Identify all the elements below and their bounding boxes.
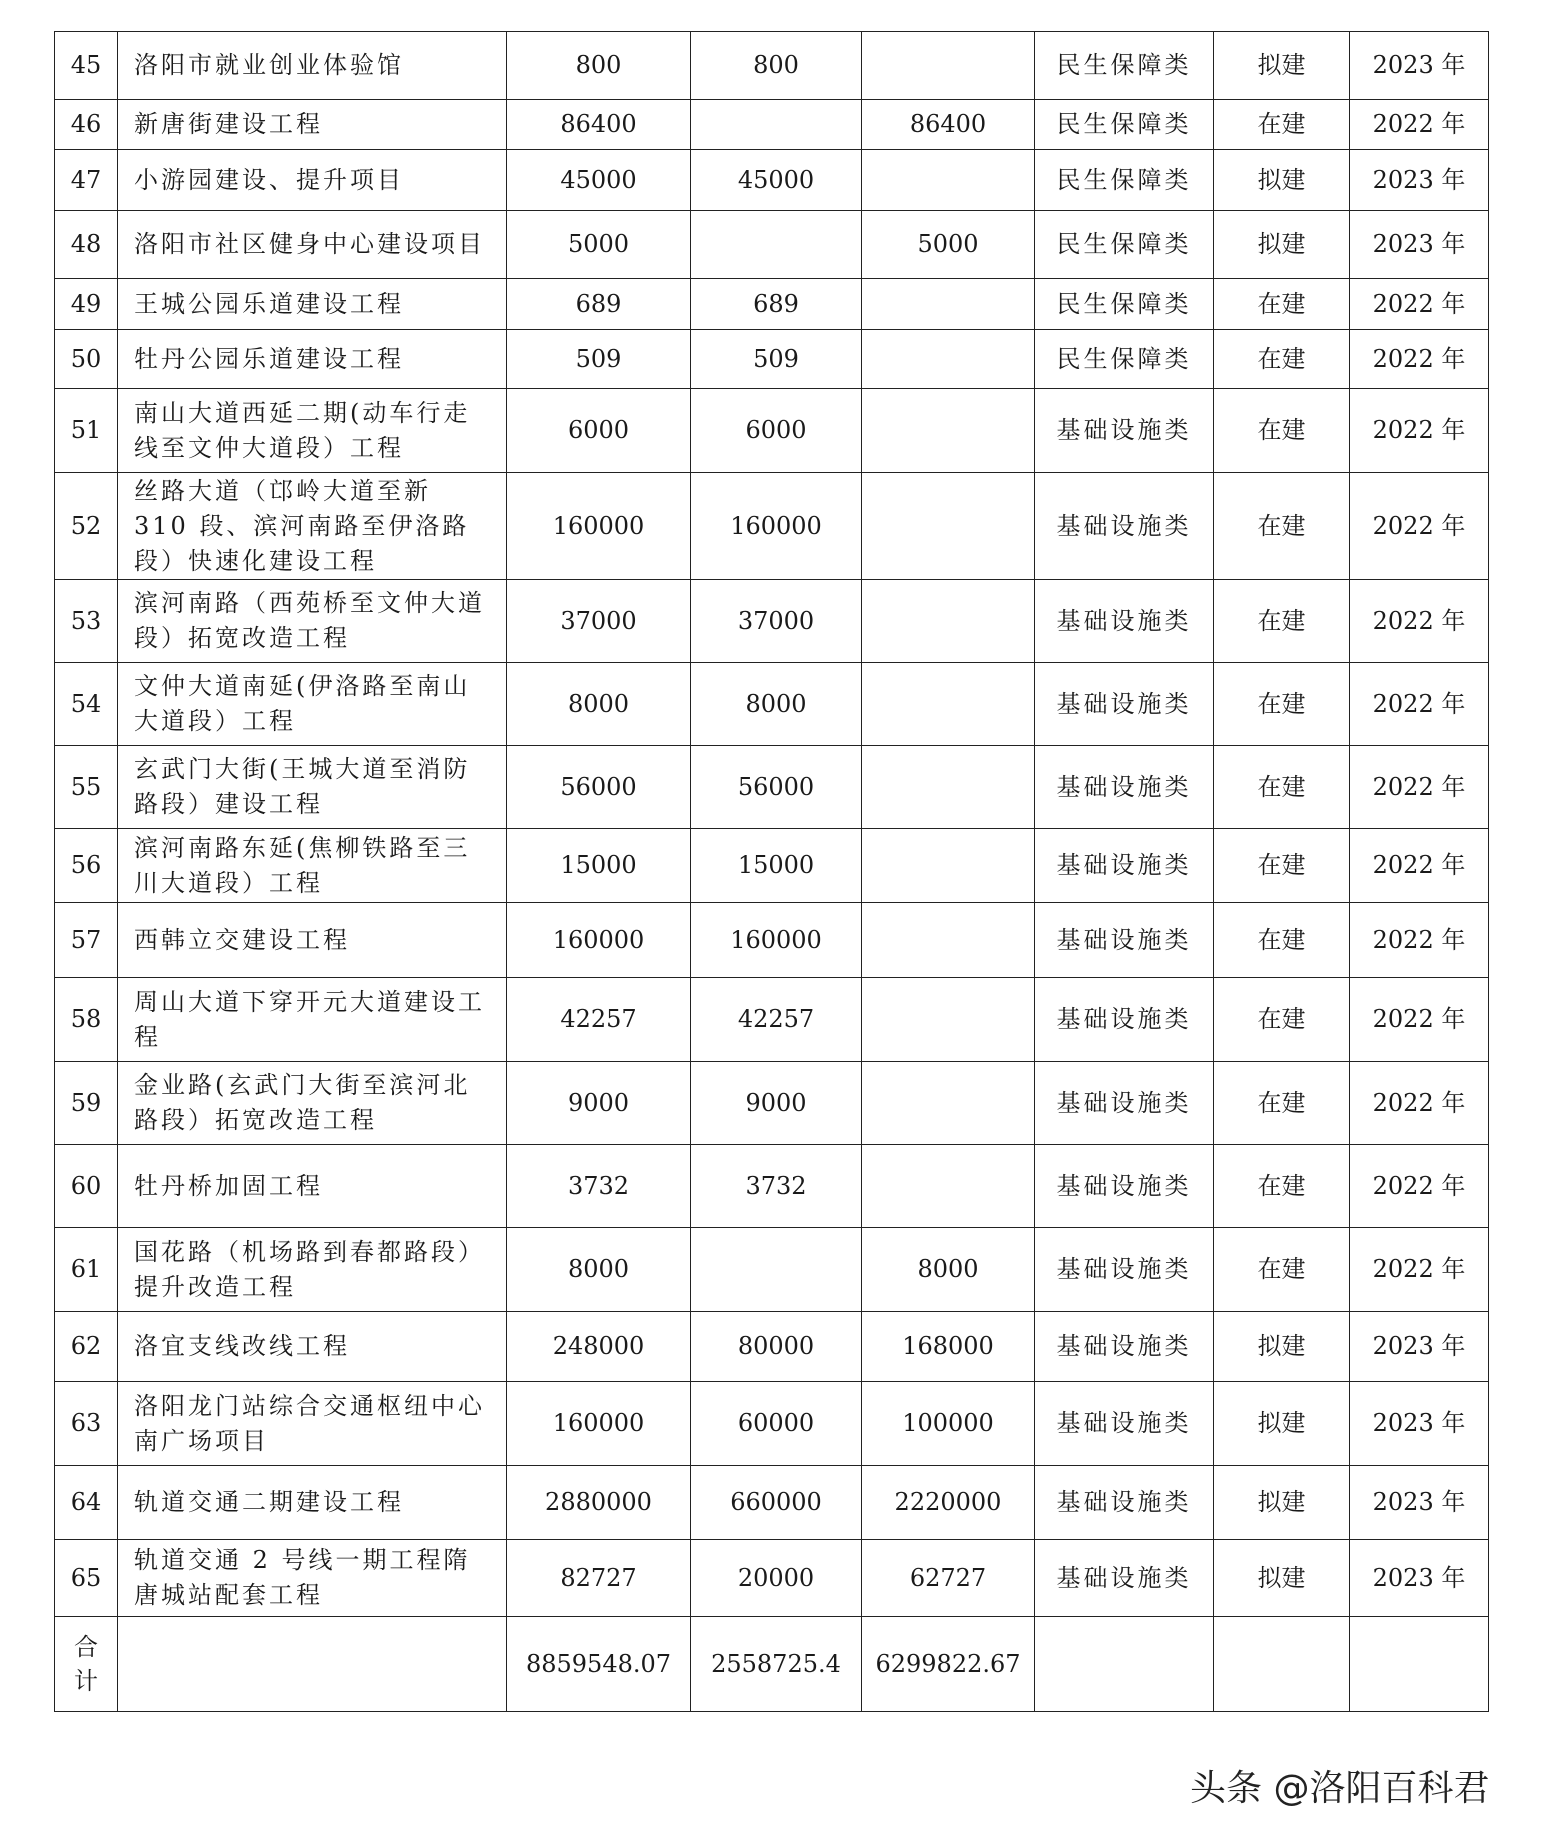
investment-a-cell — [691, 1228, 862, 1312]
row-number-cell: 50 — [55, 330, 118, 389]
watermark: 头条 @洛阳百科君 — [1190, 1768, 1490, 1809]
project-name-cell: 丝路大道（邙岭大道至新 310 段、滨河南路至伊洛路段）快速化建设工程 — [118, 473, 507, 580]
investment-a-cell: 509 — [691, 330, 862, 389]
category-cell: 基础设施类 — [1035, 473, 1214, 580]
status-cell: 在建 — [1214, 330, 1350, 389]
investment-a-cell: 660000 — [691, 1466, 862, 1540]
year-cell: 2022 年 — [1350, 1145, 1489, 1228]
investment-b-cell — [862, 746, 1035, 829]
category-cell: 民生保障类 — [1035, 100, 1214, 150]
status-cell: 拟建 — [1214, 211, 1350, 279]
investment-a-cell: 8000 — [691, 663, 862, 746]
status-cell: 在建 — [1214, 978, 1350, 1062]
year-cell: 2023 年 — [1350, 150, 1489, 211]
project-name-cell: 金业路(玄武门大街至滨河北路段）拓宽改造工程 — [118, 1062, 507, 1145]
investment-b-cell — [862, 473, 1035, 580]
investment-b-cell — [862, 1062, 1035, 1145]
category-cell: 基础设施类 — [1035, 1145, 1214, 1228]
total-investment-cell: 3732 — [507, 1145, 691, 1228]
total-investment-cell: 86400 — [507, 100, 691, 150]
project-name-cell: 王城公园乐道建设工程 — [118, 279, 507, 330]
project-table — [54, 31, 1489, 1712]
category-cell: 基础设施类 — [1035, 1228, 1214, 1312]
category-cell: 基础设施类 — [1035, 1466, 1214, 1540]
table-row — [55, 150, 1489, 211]
year-cell: 2022 年 — [1350, 100, 1489, 150]
status-cell: 在建 — [1214, 473, 1350, 580]
table-row — [55, 211, 1489, 279]
year-cell: 2022 年 — [1350, 978, 1489, 1062]
investment-a-cell: 60000 — [691, 1382, 862, 1466]
year-cell: 2023 年 — [1350, 1540, 1489, 1617]
investment-a-cell: 3732 — [691, 1145, 862, 1228]
row-number-cell: 64 — [55, 1466, 118, 1540]
table-row — [55, 1540, 1489, 1617]
table-row — [55, 100, 1489, 150]
status-cell: 拟建 — [1214, 150, 1350, 211]
project-name-cell: 西韩立交建设工程 — [118, 903, 507, 978]
category-cell: 基础设施类 — [1035, 663, 1214, 746]
investment-b-cell: 168000 — [862, 1312, 1035, 1382]
project-name-cell: 新唐街建设工程 — [118, 100, 507, 150]
row-number-cell: 49 — [55, 279, 118, 330]
table-row — [55, 1382, 1489, 1466]
row-number-cell: 62 — [55, 1312, 118, 1382]
project-name-cell: 轨道交通二期建设工程 — [118, 1466, 507, 1540]
total-investment-cell: 689 — [507, 279, 691, 330]
totals-empty-cell — [1214, 1617, 1350, 1712]
status-cell: 在建 — [1214, 663, 1350, 746]
total-investment-cell: 56000 — [507, 746, 691, 829]
investment-a-cell: 160000 — [691, 903, 862, 978]
category-cell: 基础设施类 — [1035, 829, 1214, 903]
investment-b-cell — [862, 150, 1035, 211]
year-cell: 2022 年 — [1350, 389, 1489, 473]
totals-empty-cell — [1350, 1617, 1489, 1712]
total-investment-cell: 160000 — [507, 1382, 691, 1466]
category-cell: 基础设施类 — [1035, 1382, 1214, 1466]
row-number-cell: 53 — [55, 580, 118, 663]
investment-b-cell — [862, 279, 1035, 330]
row-number-cell: 52 — [55, 473, 118, 580]
total-investment-cell: 37000 — [507, 580, 691, 663]
table-row — [55, 580, 1489, 663]
totals-total-cell: 8859548.07 — [507, 1617, 691, 1712]
investment-b-cell: 5000 — [862, 211, 1035, 279]
investment-a-cell: 42257 — [691, 978, 862, 1062]
investment-b-cell — [862, 1145, 1035, 1228]
table-row — [55, 1466, 1489, 1540]
year-cell: 2022 年 — [1350, 279, 1489, 330]
table-row — [55, 1228, 1489, 1312]
status-cell: 在建 — [1214, 279, 1350, 330]
total-investment-cell: 42257 — [507, 978, 691, 1062]
status-cell: 在建 — [1214, 903, 1350, 978]
year-cell: 2022 年 — [1350, 903, 1489, 978]
total-investment-cell: 8000 — [507, 1228, 691, 1312]
project-name-cell: 国花路（机场路到春都路段）提升改造工程 — [118, 1228, 507, 1312]
year-cell: 2023 年 — [1350, 1466, 1489, 1540]
category-cell: 基础设施类 — [1035, 978, 1214, 1062]
category-cell: 民生保障类 — [1035, 150, 1214, 211]
project-name-cell: 洛阳市社区健身中心建设项目 — [118, 211, 507, 279]
category-cell: 民生保障类 — [1035, 32, 1214, 100]
row-number-cell: 56 — [55, 829, 118, 903]
row-number-cell: 63 — [55, 1382, 118, 1466]
project-name-cell: 洛阳龙门站综合交通枢纽中心南广场项目 — [118, 1382, 507, 1466]
table-row — [55, 330, 1489, 389]
row-number-cell: 60 — [55, 1145, 118, 1228]
investment-a-cell: 20000 — [691, 1540, 862, 1617]
investment-a-cell: 160000 — [691, 473, 862, 580]
table-row — [55, 903, 1489, 978]
total-investment-cell: 800 — [507, 32, 691, 100]
total-investment-cell: 2880000 — [507, 1466, 691, 1540]
year-cell: 2022 年 — [1350, 473, 1489, 580]
project-name-cell: 南山大道西延二期(动车行走线至文仲大道段）工程 — [118, 389, 507, 473]
investment-a-cell: 80000 — [691, 1312, 862, 1382]
status-cell: 在建 — [1214, 1062, 1350, 1145]
project-name-cell: 轨道交通 2 号线一期工程隋唐城站配套工程 — [118, 1540, 507, 1617]
total-investment-cell: 6000 — [507, 389, 691, 473]
total-investment-cell: 8000 — [507, 663, 691, 746]
total-investment-cell: 9000 — [507, 1062, 691, 1145]
category-cell: 基础设施类 — [1035, 1312, 1214, 1382]
project-name-cell: 牡丹公园乐道建设工程 — [118, 330, 507, 389]
table-row — [55, 1312, 1489, 1382]
investment-a-cell — [691, 211, 862, 279]
table-row — [55, 1062, 1489, 1145]
investment-a-cell: 9000 — [691, 1062, 862, 1145]
table-row — [55, 1145, 1489, 1228]
category-cell: 基础设施类 — [1035, 903, 1214, 978]
status-cell: 在建 — [1214, 829, 1350, 903]
status-cell: 在建 — [1214, 100, 1350, 150]
category-cell: 民生保障类 — [1035, 279, 1214, 330]
row-number-cell: 48 — [55, 211, 118, 279]
total-investment-cell: 15000 — [507, 829, 691, 903]
year-cell: 2022 年 — [1350, 1062, 1489, 1145]
investment-a-cell: 800 — [691, 32, 862, 100]
row-number-cell: 54 — [55, 663, 118, 746]
row-number-cell: 47 — [55, 150, 118, 211]
status-cell: 拟建 — [1214, 1466, 1350, 1540]
row-number-cell: 57 — [55, 903, 118, 978]
category-cell: 民生保障类 — [1035, 330, 1214, 389]
investment-b-cell — [862, 978, 1035, 1062]
table-row — [55, 32, 1489, 100]
status-cell: 拟建 — [1214, 1312, 1350, 1382]
year-cell: 2022 年 — [1350, 1228, 1489, 1312]
totals-a-cell: 2558725.4 — [691, 1617, 862, 1712]
year-cell: 2023 年 — [1350, 211, 1489, 279]
project-name-cell: 洛阳市就业创业体验馆 — [118, 32, 507, 100]
status-cell: 在建 — [1214, 1145, 1350, 1228]
year-cell: 2022 年 — [1350, 580, 1489, 663]
investment-b-cell — [862, 580, 1035, 663]
row-number-cell: 59 — [55, 1062, 118, 1145]
investment-a-cell: 15000 — [691, 829, 862, 903]
table-row — [55, 663, 1489, 746]
total-investment-cell: 45000 — [507, 150, 691, 211]
row-number-cell: 65 — [55, 1540, 118, 1617]
totals-row — [55, 1617, 1489, 1712]
project-name-cell: 玄武门大街(王城大道至消防路段）建设工程 — [118, 746, 507, 829]
investment-b-cell: 8000 — [862, 1228, 1035, 1312]
investment-b-cell — [862, 663, 1035, 746]
project-name-cell: 牡丹桥加固工程 — [118, 1145, 507, 1228]
year-cell: 2022 年 — [1350, 746, 1489, 829]
totals-label-cell: 合 计 — [55, 1617, 118, 1712]
investment-b-cell — [862, 829, 1035, 903]
year-cell: 2023 年 — [1350, 1382, 1489, 1466]
totals-b-cell: 6299822.67 — [862, 1617, 1035, 1712]
total-investment-cell: 82727 — [507, 1540, 691, 1617]
status-cell: 拟建 — [1214, 32, 1350, 100]
status-cell: 拟建 — [1214, 1382, 1350, 1466]
total-investment-cell: 5000 — [507, 211, 691, 279]
investment-b-cell — [862, 389, 1035, 473]
investment-b-cell: 62727 — [862, 1540, 1035, 1617]
year-cell: 2023 年 — [1350, 1312, 1489, 1382]
project-name-cell: 周山大道下穿开元大道建设工程 — [118, 978, 507, 1062]
investment-a-cell: 689 — [691, 279, 862, 330]
row-number-cell: 51 — [55, 389, 118, 473]
category-cell: 基础设施类 — [1035, 580, 1214, 663]
total-investment-cell: 160000 — [507, 903, 691, 978]
table-row — [55, 746, 1489, 829]
table-row — [55, 978, 1489, 1062]
status-cell: 在建 — [1214, 746, 1350, 829]
project-name-cell: 小游园建设、提升项目 — [118, 150, 507, 211]
row-number-cell: 55 — [55, 746, 118, 829]
investment-b-cell — [862, 32, 1035, 100]
project-name-cell: 文仲大道南延(伊洛路至南山大道段）工程 — [118, 663, 507, 746]
totals-empty-cell — [118, 1617, 507, 1712]
table-row — [55, 279, 1489, 330]
year-cell: 2022 年 — [1350, 829, 1489, 903]
year-cell: 2023 年 — [1350, 32, 1489, 100]
category-cell: 基础设施类 — [1035, 746, 1214, 829]
table-body — [55, 32, 1489, 1712]
total-investment-cell: 248000 — [507, 1312, 691, 1382]
project-name-cell: 滨河南路东延(焦柳铁路至三川大道段）工程 — [118, 829, 507, 903]
investment-b-cell: 100000 — [862, 1382, 1035, 1466]
row-number-cell: 61 — [55, 1228, 118, 1312]
category-cell: 民生保障类 — [1035, 211, 1214, 279]
investment-b-cell: 86400 — [862, 100, 1035, 150]
category-cell: 基础设施类 — [1035, 1062, 1214, 1145]
investment-a-cell: 6000 — [691, 389, 862, 473]
row-number-cell: 46 — [55, 100, 118, 150]
status-cell: 在建 — [1214, 389, 1350, 473]
project-name-cell: 滨河南路（西苑桥至文仲大道段）拓宽改造工程 — [118, 580, 507, 663]
project-name-cell: 洛宜支线改线工程 — [118, 1312, 507, 1382]
total-investment-cell: 160000 — [507, 473, 691, 580]
investment-b-cell: 2220000 — [862, 1466, 1035, 1540]
totals-empty-cell — [1035, 1617, 1214, 1712]
investment-a-cell: 37000 — [691, 580, 862, 663]
table-row — [55, 829, 1489, 903]
category-cell: 基础设施类 — [1035, 389, 1214, 473]
status-cell: 在建 — [1214, 1228, 1350, 1312]
investment-a-cell: 56000 — [691, 746, 862, 829]
category-cell: 基础设施类 — [1035, 1540, 1214, 1617]
row-number-cell: 58 — [55, 978, 118, 1062]
investment-a-cell: 45000 — [691, 150, 862, 211]
investment-a-cell — [691, 100, 862, 150]
row-number-cell: 45 — [55, 32, 118, 100]
investment-b-cell — [862, 903, 1035, 978]
table-row — [55, 389, 1489, 473]
year-cell: 2022 年 — [1350, 330, 1489, 389]
investment-b-cell — [862, 330, 1035, 389]
total-investment-cell: 509 — [507, 330, 691, 389]
status-cell: 在建 — [1214, 580, 1350, 663]
status-cell: 拟建 — [1214, 1540, 1350, 1617]
table-row — [55, 473, 1489, 580]
year-cell: 2022 年 — [1350, 663, 1489, 746]
